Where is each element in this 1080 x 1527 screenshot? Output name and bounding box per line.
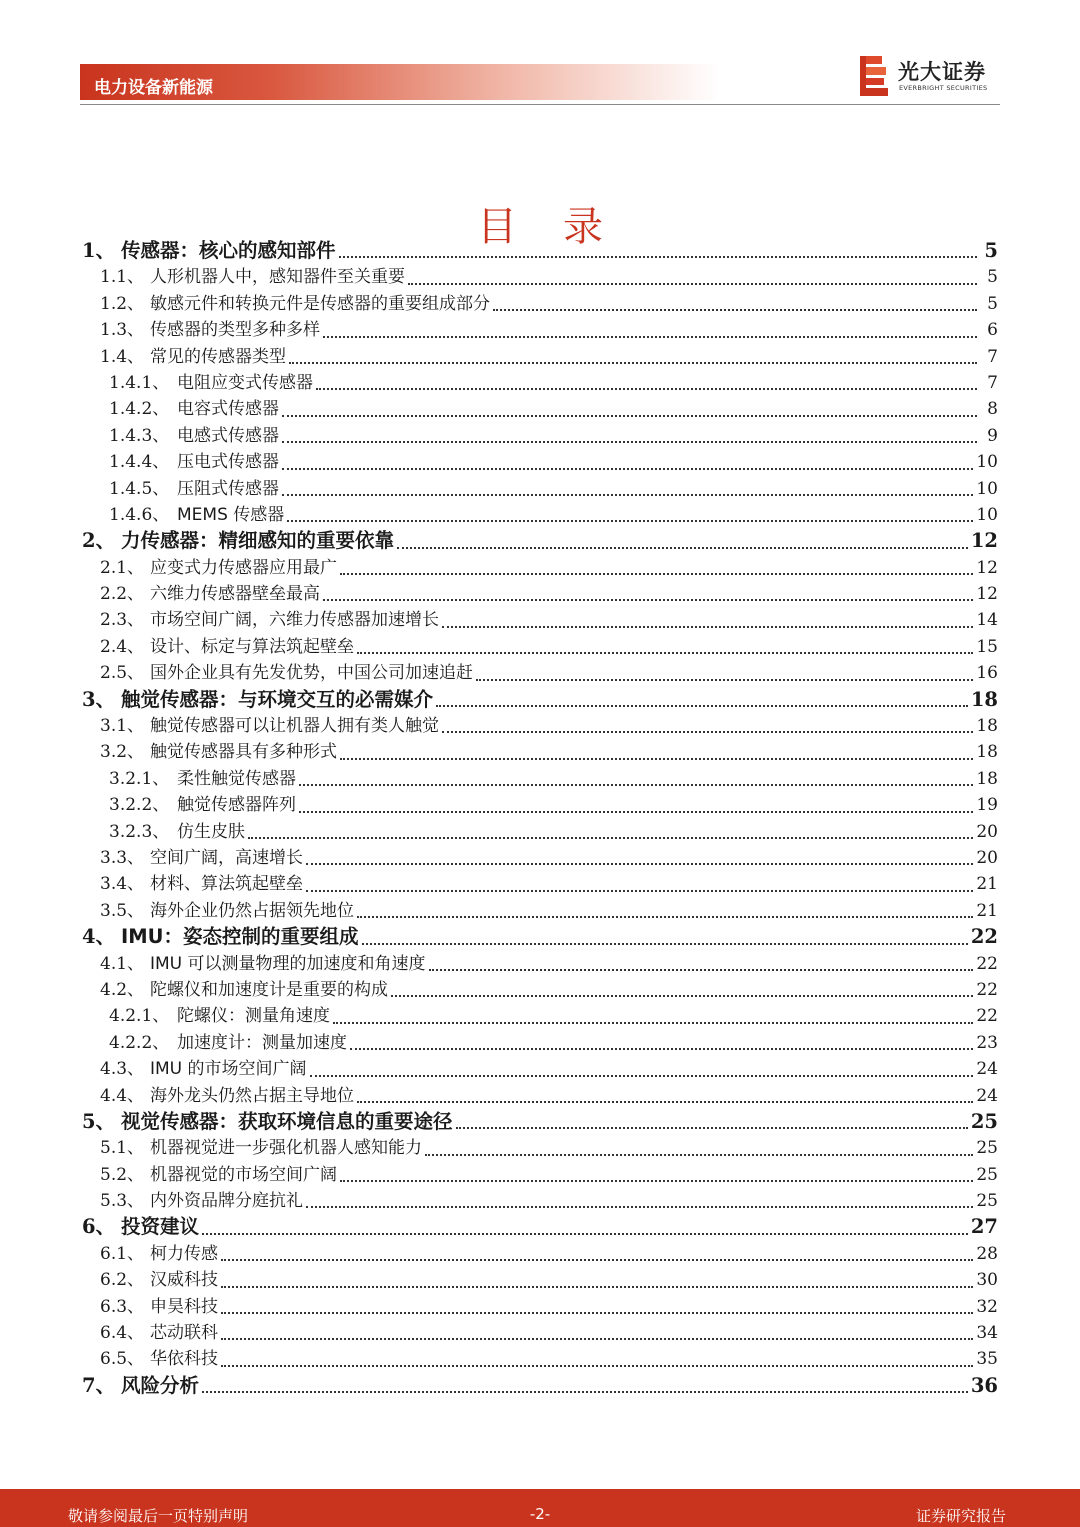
toc-entry-title[interactable]: 国外企业具有先发优势，中国公司加速追赶 — [150, 663, 473, 684]
toc-entry-number: 4.2.2、 — [109, 1032, 170, 1053]
toc-leader-dots — [456, 1125, 968, 1129]
toc-entry-number: 6.5、 — [100, 1349, 145, 1370]
toc-entry-title[interactable]: IMU：姿态控制的重要组成 — [121, 925, 359, 949]
toc-entry-page[interactable]: 27 — [970, 1215, 998, 1239]
toc-entry-title[interactable]: 传感器的类型多种多样 — [150, 320, 320, 341]
toc-entry-page[interactable]: 14 — [976, 610, 998, 631]
toc-entry[interactable] — [82, 1083, 998, 1109]
footer-disclaimer: 敬请参阅最后一页特别声明 — [68, 1507, 249, 1525]
toc-entry-number: 2.5、 — [100, 663, 145, 684]
toc-entry[interactable] — [82, 238, 998, 264]
toc-entry[interactable] — [82, 1294, 998, 1320]
footer-report-type: 证券研究报告 — [915, 1507, 1006, 1525]
toc-leader-dots — [202, 1389, 968, 1393]
toc-entry[interactable] — [82, 1267, 998, 1293]
toc-entry-number: 2.4、 — [100, 636, 145, 657]
toc-entry-title[interactable]: 触觉传感器可以让机器人拥有类人触觉 — [150, 716, 439, 737]
toc-entry-number: 6.4、 — [100, 1323, 145, 1344]
toc-leader-dots — [340, 756, 973, 760]
toc-entry-page[interactable]: 18 — [976, 768, 998, 789]
toc-entry-page[interactable]: 19 — [976, 795, 998, 816]
toc-entry-page[interactable]: 16 — [976, 663, 998, 684]
toc-entry-number: 4.4、 — [100, 1085, 145, 1106]
toc-entry-page[interactable]: 20 — [976, 847, 998, 868]
toc-entry-title[interactable]: 汉威科技 — [150, 1270, 218, 1291]
toc-entry-page[interactable]: 22 — [976, 1006, 998, 1027]
toc-leader-dots — [306, 861, 973, 865]
toc-leader-dots — [248, 835, 973, 839]
toc-entry-page[interactable]: 28 — [976, 1243, 998, 1264]
toc-entry[interactable] — [82, 660, 998, 686]
toc-entry-title[interactable]: 应变式力传感器应用最广 — [150, 557, 337, 578]
toc-leader-dots — [436, 703, 968, 707]
toc-entry-title[interactable]: 敏感元件和转换元件是传感器的重要组成部分 — [150, 293, 490, 314]
toc-entry-title[interactable]: 陀螺仪：测量角速度 — [177, 1006, 330, 1027]
toc-entry-title[interactable]: MEMS 传感器 — [177, 504, 285, 525]
toc-entry[interactable] — [82, 423, 998, 449]
table-of-contents — [82, 238, 998, 1399]
toc-leader-dots — [221, 1363, 973, 1367]
toc-entry-page[interactable]: 7 — [987, 346, 998, 367]
toc-entry-number: 2.1、 — [100, 557, 145, 578]
toc-entry-number: 1.4、 — [100, 346, 145, 367]
toc-entry[interactable] — [82, 1346, 998, 1372]
toc-leader-dots — [299, 782, 973, 786]
toc-leader-dots — [357, 914, 973, 918]
toc-entry-page[interactable]: 22 — [976, 979, 998, 1000]
toc-leader-dots — [340, 571, 973, 575]
toc-entry-number: 4、 — [82, 925, 116, 949]
toc-entry-page[interactable]: 25 — [976, 1164, 998, 1185]
toc-entry[interactable] — [82, 1373, 998, 1399]
toc-entry[interactable] — [82, 581, 998, 607]
toc-leader-dots — [221, 1284, 973, 1288]
toc-entry-number: 2.2、 — [100, 584, 145, 605]
toc-entry-number: 4.1、 — [100, 953, 145, 974]
toc-entry-number: 5.2、 — [100, 1164, 145, 1185]
toc-leader-dots — [323, 597, 973, 601]
toc-entry-number: 1.4.2、 — [109, 399, 170, 420]
toc-entry-page[interactable]: 21 — [976, 900, 998, 921]
toc-entry[interactable] — [82, 1056, 998, 1082]
toc-entry-number: 3.2.2、 — [109, 795, 170, 816]
header-band — [80, 64, 720, 100]
toc-entry-title[interactable]: 风险分析 — [121, 1373, 200, 1397]
toc-entry-title[interactable]: 触觉传感器阵列 — [177, 795, 296, 816]
toc-entry[interactable] — [82, 977, 998, 1003]
toc-entry-number: 1.1、 — [100, 267, 145, 288]
toc-entry-title[interactable]: 柯力传感 — [150, 1243, 218, 1264]
toc-entry-number: 4.3、 — [100, 1059, 145, 1080]
toc-entry-number: 7、 — [82, 1373, 116, 1397]
toc-entry-title[interactable]: 力传感器：精细感知的重要依靠 — [121, 529, 395, 553]
toc-entry-number: 6、 — [82, 1215, 116, 1239]
toc-leader-dots — [397, 545, 968, 549]
toc-entry-title[interactable]: 机器视觉的市场空间广阔 — [150, 1164, 337, 1185]
toc-leader-dots — [282, 439, 977, 443]
toc-entry-number: 1、 — [82, 239, 116, 262]
toc-entry[interactable] — [82, 1188, 998, 1214]
toc-entry-page[interactable]: 18 — [976, 716, 998, 737]
toc-leader-dots — [316, 386, 977, 390]
section-label: 电力设备新能源 — [94, 78, 213, 98]
toc-entry-number: 3、 — [82, 687, 116, 711]
toc-entry-page[interactable]: 9 — [987, 425, 998, 446]
toc-leader-dots — [221, 1257, 973, 1261]
toc-entry-page[interactable]: 35 — [976, 1349, 998, 1370]
toc-entry[interactable] — [82, 476, 998, 502]
toc-entry[interactable] — [82, 264, 998, 290]
toc-entry-page[interactable]: 18 — [976, 742, 998, 763]
toc-entry[interactable] — [82, 871, 998, 897]
toc-leader-dots — [425, 1152, 973, 1156]
toc-entry[interactable] — [82, 502, 998, 528]
toc-leader-dots — [282, 466, 973, 470]
toc-leader-dots — [202, 1231, 968, 1235]
toc-entry-page[interactable]: 7 — [987, 372, 998, 393]
toc-entry-title[interactable]: 视觉传感器：获取环境信息的重要途径 — [121, 1109, 453, 1133]
toc-entry[interactable] — [82, 1003, 998, 1029]
toc-entry[interactable] — [82, 951, 998, 977]
toc-entry-number: 3.3、 — [100, 847, 145, 868]
toc-leader-dots — [340, 1178, 973, 1182]
toc-entry[interactable] — [82, 555, 998, 581]
toc-leader-dots — [333, 1020, 973, 1024]
toc-leader-dots — [306, 1204, 973, 1208]
toc-entry[interactable] — [82, 713, 998, 739]
toc-leader-dots — [282, 492, 973, 496]
page-number: -2- — [529, 1505, 551, 1523]
toc-entry-title[interactable]: 申昊科技 — [150, 1296, 218, 1317]
page-header — [80, 62, 1000, 105]
toc-leader-dots — [357, 650, 973, 654]
toc-entry-page[interactable]: 6 — [987, 320, 998, 341]
toc-entry-title[interactable]: 加速度计：测量加速度 — [177, 1032, 347, 1053]
toc-entry-number: 2.3、 — [100, 610, 145, 631]
toc-entry-title[interactable]: 材料、算法筑起壁垒 — [150, 874, 303, 895]
toc-leader-dots — [282, 413, 977, 417]
toc-entry-number: 1.4.5、 — [109, 478, 170, 499]
toc-leader-dots — [442, 729, 973, 733]
toc-entry-title[interactable]: 海外龙头仍然占据主导地位 — [150, 1085, 354, 1106]
toc-entry[interactable] — [82, 845, 998, 871]
toc-entry-title[interactable]: 设计、标定与算法筑起壁垒 — [150, 636, 354, 657]
toc-entry-title[interactable]: 空间广阔，高速增长 — [150, 847, 303, 868]
toc-entry-page[interactable]: 25 — [976, 1191, 998, 1212]
toc-entry-number: 5、 — [82, 1109, 116, 1133]
company-logo — [860, 56, 1000, 100]
toc-entry-title[interactable]: 内外资品牌分庭抗礼 — [150, 1191, 303, 1212]
toc-entry-page[interactable]: 36 — [970, 1373, 998, 1397]
toc-leader-dots — [339, 254, 977, 258]
toc-entry-page[interactable]: 24 — [976, 1085, 998, 1106]
toc-entry-page[interactable]: 5 — [987, 267, 998, 288]
toc-entry-title[interactable]: 触觉传感器具有多种形式 — [150, 742, 337, 763]
toc-entry-page[interactable]: 10 — [976, 504, 998, 525]
toc-entry-title[interactable]: 六维力传感器壁垒最高 — [150, 584, 320, 605]
toc-entry-title[interactable]: IMU 的市场空间广阔 — [150, 1059, 307, 1080]
toc-entry[interactable] — [82, 607, 998, 633]
toc-entry-title[interactable]: 柔性触觉传感器 — [177, 768, 296, 789]
toc-entry-number: 4.2、 — [100, 979, 145, 1000]
toc-entry[interactable] — [82, 1135, 998, 1161]
toc-entry-title[interactable]: 机器视觉进一步强化机器人感知能力 — [150, 1138, 422, 1159]
toc-entry-title[interactable]: 华依科技 — [150, 1349, 218, 1370]
toc-entry-number: 1.4.6、 — [109, 504, 170, 525]
toc-entry-number: 1.4.3、 — [109, 425, 170, 446]
toc-entry-title[interactable]: 压电式传感器 — [177, 452, 279, 473]
toc-entry-number: 1.2、 — [100, 293, 145, 314]
toc-entry-number: 1.4.4、 — [109, 452, 170, 473]
toc-leader-dots — [442, 624, 973, 628]
toc-entry-number: 1.3、 — [100, 320, 145, 341]
toc-entry-title[interactable]: 触觉传感器：与环境交互的必需媒介 — [121, 687, 434, 711]
toc-entry-title[interactable]: IMU 可以测量物理的加速度和角速度 — [150, 953, 426, 974]
toc-entry[interactable] — [82, 924, 998, 950]
toc-leader-dots — [221, 1310, 973, 1314]
toc-entry[interactable] — [82, 792, 998, 818]
toc-entry-page[interactable]: 12 — [976, 557, 998, 578]
toc-entry-page[interactable]: 25 — [970, 1109, 998, 1133]
toc-entry-page[interactable]: 5 — [987, 293, 998, 314]
toc-entry[interactable] — [82, 449, 998, 475]
toc-leader-dots — [357, 1099, 973, 1103]
toc-entry[interactable] — [82, 766, 998, 792]
toc-entry-number: 4.2.1、 — [109, 1006, 170, 1027]
toc-leader-dots — [408, 281, 977, 285]
toc-leader-dots — [493, 307, 977, 311]
toc-entry-page[interactable]: 18 — [970, 687, 998, 711]
toc-entry-title[interactable]: 人形机器人中，感知器件至关重要 — [150, 267, 405, 288]
toc-entry-number: 1.4.1、 — [109, 372, 170, 393]
toc-entry[interactable] — [82, 898, 998, 924]
toc-entry[interactable] — [82, 291, 998, 317]
toc-entry-page[interactable]: 10 — [976, 478, 998, 499]
toc-entry[interactable] — [82, 344, 998, 370]
toc-leader-dots — [350, 1046, 973, 1050]
toc-leader-dots — [299, 809, 973, 813]
toc-leader-dots — [310, 1073, 974, 1077]
toc-entry-number: 6.1、 — [100, 1243, 145, 1264]
toc-entry-page[interactable]: 24 — [976, 1059, 998, 1080]
toc-entry[interactable] — [82, 317, 998, 343]
toc-leader-dots — [221, 1336, 973, 1340]
toc-entry-page[interactable]: 22 — [970, 925, 998, 949]
toc-entry[interactable] — [82, 1241, 998, 1267]
logo-text-en: EVERBRIGHT SECURITIES — [899, 84, 988, 92]
toc-entry[interactable] — [82, 1030, 998, 1056]
toc-entry-number: 5.1、 — [100, 1138, 145, 1159]
toc-entry-number: 3.2.3、 — [109, 821, 170, 842]
toc-entry-number: 6.3、 — [100, 1296, 145, 1317]
toc-entry-title[interactable]: 仿生皮肤 — [177, 821, 245, 842]
toc-entry[interactable] — [82, 687, 998, 713]
toc-entry-number: 2、 — [82, 529, 116, 553]
logo-text-cn: 光大证券 — [898, 60, 986, 84]
toc-entry-title[interactable]: 芯动联科 — [150, 1323, 218, 1344]
toc-entry[interactable] — [82, 1162, 998, 1188]
toc-entry-title[interactable]: 电容式传感器 — [177, 399, 279, 420]
toc-leader-dots — [287, 518, 973, 522]
toc-entry-page[interactable]: 8 — [987, 399, 998, 420]
toc-entry-number: 3.5、 — [100, 900, 145, 921]
toc-entry-page[interactable]: 12 — [976, 584, 998, 605]
toc-leader-dots — [476, 677, 973, 681]
toc-entry[interactable] — [82, 528, 998, 554]
toc-entry-title[interactable]: 市场空间广阔，六维力传感器加速增长 — [150, 610, 439, 631]
toc-leader-dots — [306, 888, 973, 892]
toc-entry-title[interactable]: 电感式传感器 — [177, 425, 279, 446]
toc-entry-title[interactable]: 电阻应变式传感器 — [177, 372, 313, 393]
toc-entry-page[interactable]: 21 — [976, 874, 998, 895]
toc-entry[interactable] — [82, 634, 998, 660]
toc-entry[interactable] — [82, 819, 998, 845]
toc-entry-page[interactable]: 22 — [976, 953, 998, 974]
toc-entry-number: 6.2、 — [100, 1270, 145, 1291]
toc-entry-page[interactable]: 30 — [976, 1270, 998, 1291]
toc-entry-number: 5.3、 — [100, 1191, 145, 1212]
toc-entry-title[interactable]: 压阻式传感器 — [177, 478, 279, 499]
page-footer — [0, 1489, 1080, 1527]
toc-leader-dots — [323, 334, 977, 338]
toc-entry-page[interactable]: 25 — [976, 1138, 998, 1159]
toc-entry-title[interactable]: 投资建议 — [121, 1215, 200, 1239]
toc-leader-dots — [289, 360, 977, 364]
toc-entry-number: 3.1、 — [100, 716, 145, 737]
toc-entry[interactable] — [82, 739, 998, 765]
toc-entry[interactable] — [82, 1320, 998, 1346]
toc-entry[interactable] — [82, 370, 998, 396]
toc-entry-number: 3.2、 — [100, 742, 145, 763]
logo-mark-icon — [860, 56, 888, 96]
toc-leader-dots — [362, 941, 968, 945]
toc-entry-page[interactable]: 15 — [976, 636, 998, 657]
toc-entry-page[interactable]: 32 — [976, 1296, 998, 1317]
toc-entry-page[interactable]: 34 — [976, 1323, 998, 1344]
toc-entry-page[interactable]: 10 — [976, 452, 998, 473]
toc-entry-number: 3.2.1、 — [109, 768, 170, 789]
page-title: 目录 — [477, 203, 649, 250]
toc-entry-title[interactable]: 海外企业仍然占据领先地位 — [150, 900, 354, 921]
toc-entry-title[interactable]: 传感器：核心的感知部件 — [121, 239, 336, 262]
toc-entry[interactable] — [82, 396, 998, 422]
toc-entry-number: 3.4、 — [100, 874, 145, 895]
toc-entry[interactable] — [82, 1214, 998, 1240]
toc-entry-page[interactable]: 5 — [984, 239, 998, 262]
toc-entry-title[interactable]: 常见的传感器类型 — [150, 346, 286, 367]
toc-entry[interactable] — [82, 1109, 998, 1135]
toc-leader-dots — [391, 993, 973, 997]
toc-entry-page[interactable]: 23 — [976, 1032, 998, 1053]
toc-entry-page[interactable]: 20 — [976, 821, 998, 842]
toc-leader-dots — [429, 967, 974, 971]
toc-entry-title[interactable]: 陀螺仪和加速度计是重要的构成 — [150, 979, 388, 1000]
toc-entry-page[interactable]: 12 — [970, 529, 998, 553]
